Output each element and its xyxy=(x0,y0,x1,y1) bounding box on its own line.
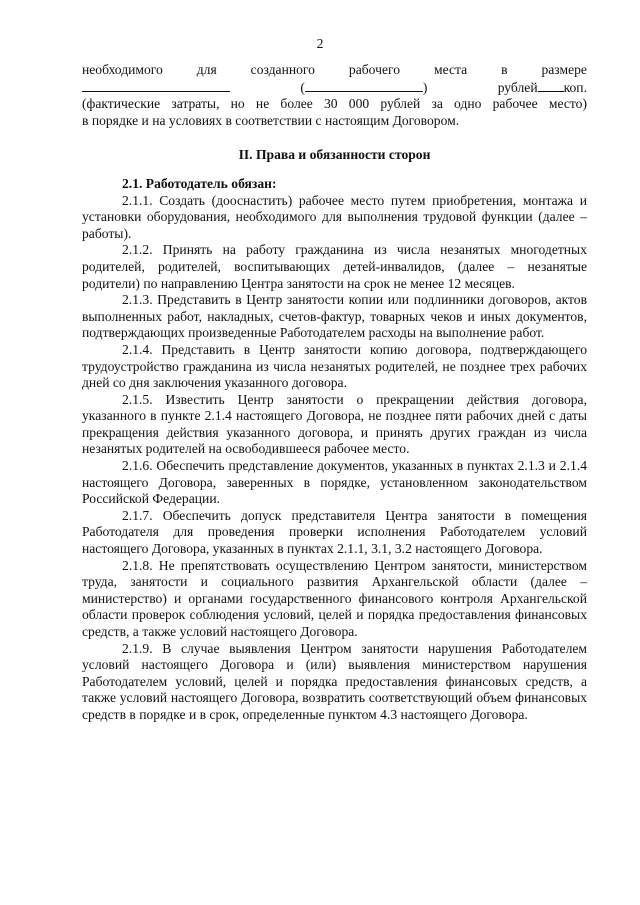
clause-2-1-5: 2.1.5. Известить Центр занятости о прекращении действия договора, указанного в пункте 2.1.4 настоящего Договора, не позднее пяти рабочих дней с даты прекращения действия указанного договора, и принять других граждан из числа незанятых родителей на освободившееся рабочее место. xyxy=(82,391,587,457)
paren-close: ) xyxy=(422,79,428,95)
intro-line-2 xyxy=(82,79,587,97)
kop-blank xyxy=(538,79,564,92)
clause-2-1-2: 2.1.2. Принять на работу гражданина из числа незанятых многодетных родителей, родителей, воспитывающих детей-инвалидов, (далее – незанятые родители) по направлению Центра занятости на срок не менее 12 месяцев. xyxy=(82,242,587,291)
page-number: 2 xyxy=(316,36,324,51)
clause-2-1-1: 2.1.1. Создать (дооснастить) рабочее место путем приобретения, монтажа и установки оборудования, необходимого для выполнения трудовой функции (далее – работы). xyxy=(82,192,587,241)
intro-word: размере xyxy=(541,62,587,77)
intro-word: рабочего xyxy=(348,62,401,77)
clause-2-1-7: 2.1.7. Обеспечить допуск представителя Центра занятости в помещения Работодателя для проведения проверки исполнения Работодателем условий настоящего Договора, указанных в пунктах 2.1.1, 3.1, 3.2 настоящего Договора. xyxy=(82,507,587,557)
clause-2-1-8: 2.1.8. Не препятствовать осуществлению Центром занятости, министерством труда, занятости и социального развития Архангельской области (далее – министерство) и органами государственного финансового контроля Архангельской области проверок соблюдения условий, целей и порядка предоставления финансовых средств, а также условий настоящего Договора. xyxy=(82,557,587,639)
amount-words-field xyxy=(300,79,427,97)
clause-2-1-6: 2.1.6. Обеспечить представление документов, указанных в пунктах 2.1.3 и 2.1.4 настоящего Договора, заверенных в порядке, установленном законодательством Российской Федерации. xyxy=(82,458,587,507)
rub-label: рублей xyxy=(497,79,538,95)
kop-label: коп. xyxy=(563,79,587,95)
intro-word: созданного xyxy=(250,62,315,77)
intro-line-1 xyxy=(82,62,587,79)
rub-kop-field xyxy=(498,79,587,97)
clause-2-1-3: 2.1.3. Представить в Центр занятости копии или подлинники договоров, актов выполненных работ, накладных, счетов-фактур, товарных чеков и иных документов, подтверждающих произведенные Работодателем расходы на выполнение работ. xyxy=(82,292,587,341)
subsection-title: 2.1. Работодатель обязан: xyxy=(122,175,277,191)
clause-2-1-4: 2.1.4. Представить в Центр занятости копию договора, подтверждающего трудоустройство гражданина из числа незанятых родителей, не позднее трех рабочих дней со дня заключения указанного договора. xyxy=(82,341,587,391)
intro-word: необходимого xyxy=(82,62,163,77)
document-body xyxy=(82,62,587,724)
amount-words-blank xyxy=(305,79,423,92)
intro-line-4: в порядке и на условиях в соответствии с настоящим Договором. xyxy=(82,112,460,128)
intro-line-3: (фактические затраты, но не более 30 000 рублей за одно рабочее место) xyxy=(82,96,587,112)
intro-word: для xyxy=(196,62,217,77)
intro-word: места xyxy=(433,62,468,77)
section-title: II. Права и обязанности сторон xyxy=(238,147,431,163)
clause-2-1-9: 2.1.9. В случае выявления Центром занятости нарушения Работодателем условий настоящего Договора и (или) выявления министерством нарушения Работодателем условий, целей и порядка предоставления финансовых средств, а также условий настоящего Договора, возвратить соответствующий объем финансовых средств в порядке и в срок, определенные пунктом 4.3 настоящего Договора. xyxy=(82,640,587,722)
amount-blank xyxy=(82,79,230,92)
intro-word: в xyxy=(501,62,508,77)
paren-open: ( xyxy=(300,79,305,95)
